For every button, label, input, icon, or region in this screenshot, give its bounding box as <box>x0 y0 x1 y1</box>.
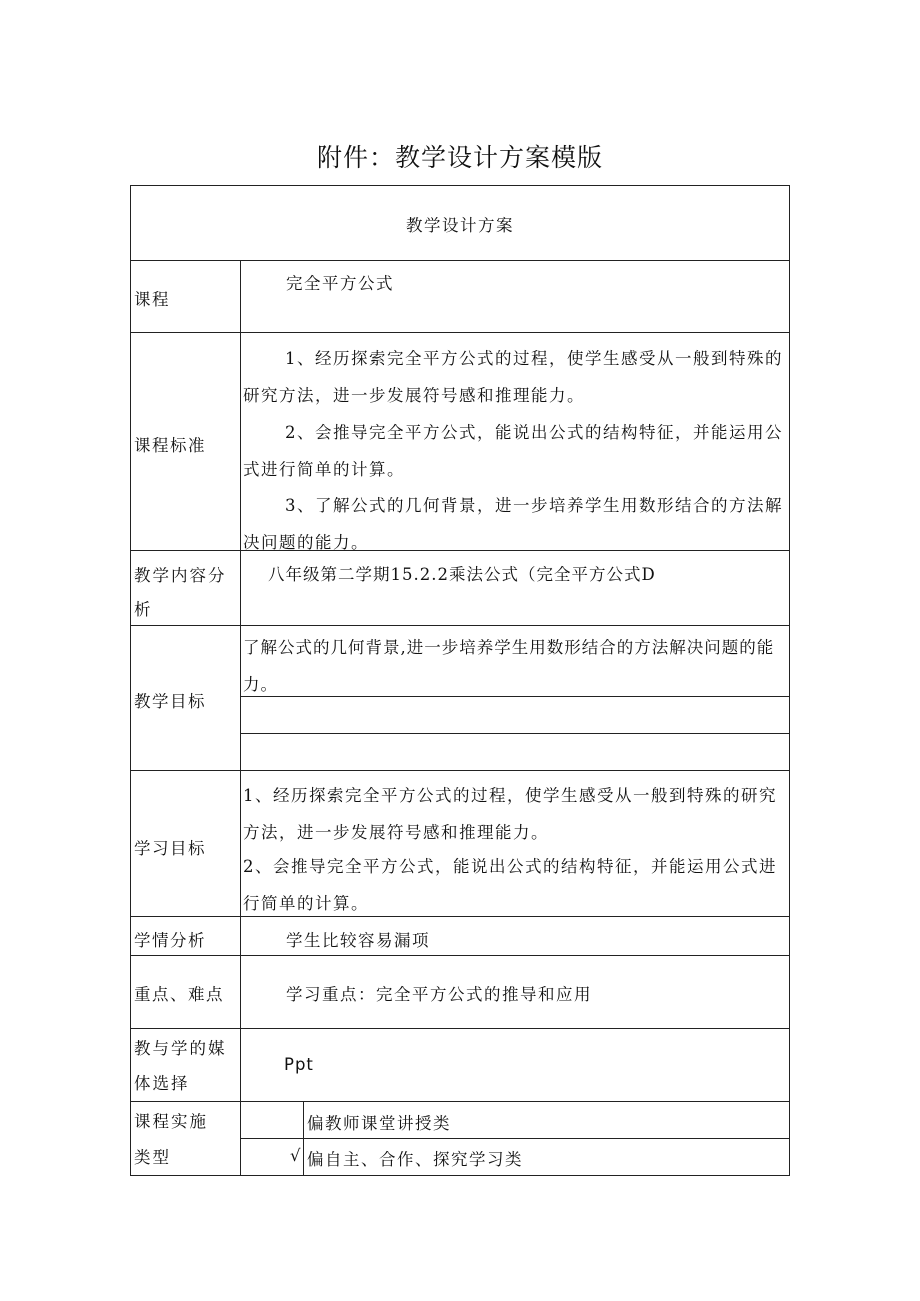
table-border-left <box>130 185 131 1176</box>
table-border-right <box>789 185 790 1176</box>
teaching-goal-label: 教学目标 <box>134 692 206 711</box>
row-divider <box>130 260 790 261</box>
learner-analysis-label: 学情分析 <box>134 931 206 950</box>
key-points-value: 学习重点：完全平方公式的推导和应用 <box>286 985 592 1004</box>
learning-goal-label: 学习目标 <box>134 839 206 858</box>
type-option-label: 偏自主、合作、探究学习类 <box>307 1150 523 1169</box>
teaching-goal-value: 了解公式的几何背景,进一步培养学生用数形结合的方法解决问题的能力。 <box>243 638 775 694</box>
course-label: 课程 <box>134 290 170 309</box>
goal-subdivider <box>240 733 790 734</box>
type-option-checkmark: √ <box>289 1146 302 1165</box>
row-divider <box>130 1101 790 1102</box>
course-type-label-line2: 类型 <box>134 1148 171 1167</box>
row-divider <box>130 332 790 333</box>
lesson-plan-table <box>130 185 790 1176</box>
content-analysis-label-line1: 教学内容分 <box>134 566 227 585</box>
course-type-label-line1: 课程实施 <box>134 1112 208 1131</box>
course-value: 完全平方公式 <box>286 274 394 293</box>
learning-goal-item: 1、经历探索完全平方公式的过程，使学生感受从一般到特殊的研究方法，进一步发展符号感和推理能力。 <box>243 786 777 842</box>
type-option-label: 偏教师课堂讲授类 <box>307 1114 451 1133</box>
type-subdivider <box>240 1138 790 1139</box>
check-column-divider <box>303 1101 304 1176</box>
row-divider <box>130 1028 790 1029</box>
media-value: Ppt <box>284 1055 314 1074</box>
standard-item: 1、经历探索完全平方公式的过程，使学生感受从一般到特殊的研究方法，进一步发展符号感和推理能力。 <box>243 349 783 405</box>
key-points-label: 重点、难点 <box>134 985 224 1004</box>
row-divider <box>130 955 790 956</box>
standard-item: 3、了解公式的几何背景，进一步培养学生用数形结合的方法解决问题的能力。 <box>243 496 783 552</box>
standard-label: 课程标准 <box>134 436 206 455</box>
document-title: 附件：教学设计方案模版 <box>316 143 603 172</box>
standard-item: 2、会推导完全平方公式，能说出公式的结构特征，并能运用公式进行简单的计算。 <box>243 423 783 479</box>
table-border-bottom <box>130 1175 790 1176</box>
row-divider <box>130 625 790 626</box>
row-divider <box>130 770 790 771</box>
content-analysis-value: 八年级第二学期15.2.2乘法公式（完全平方公式D <box>268 565 656 584</box>
content-analysis-label-line2: 析 <box>134 600 153 619</box>
learning-goal-item: 2、会推导完全平方公式，能说出公式的结构特征，并能运用公式进行简单的计算。 <box>243 857 777 913</box>
media-label-line2: 体选择 <box>134 1074 190 1093</box>
table-header: 教学设计方案 <box>406 216 514 235</box>
label-column-divider <box>240 260 241 1176</box>
learner-analysis-value: 学生比较容易漏项 <box>286 931 430 950</box>
table-border-top <box>130 185 790 186</box>
media-label-line1: 教与学的媒 <box>134 1039 227 1058</box>
